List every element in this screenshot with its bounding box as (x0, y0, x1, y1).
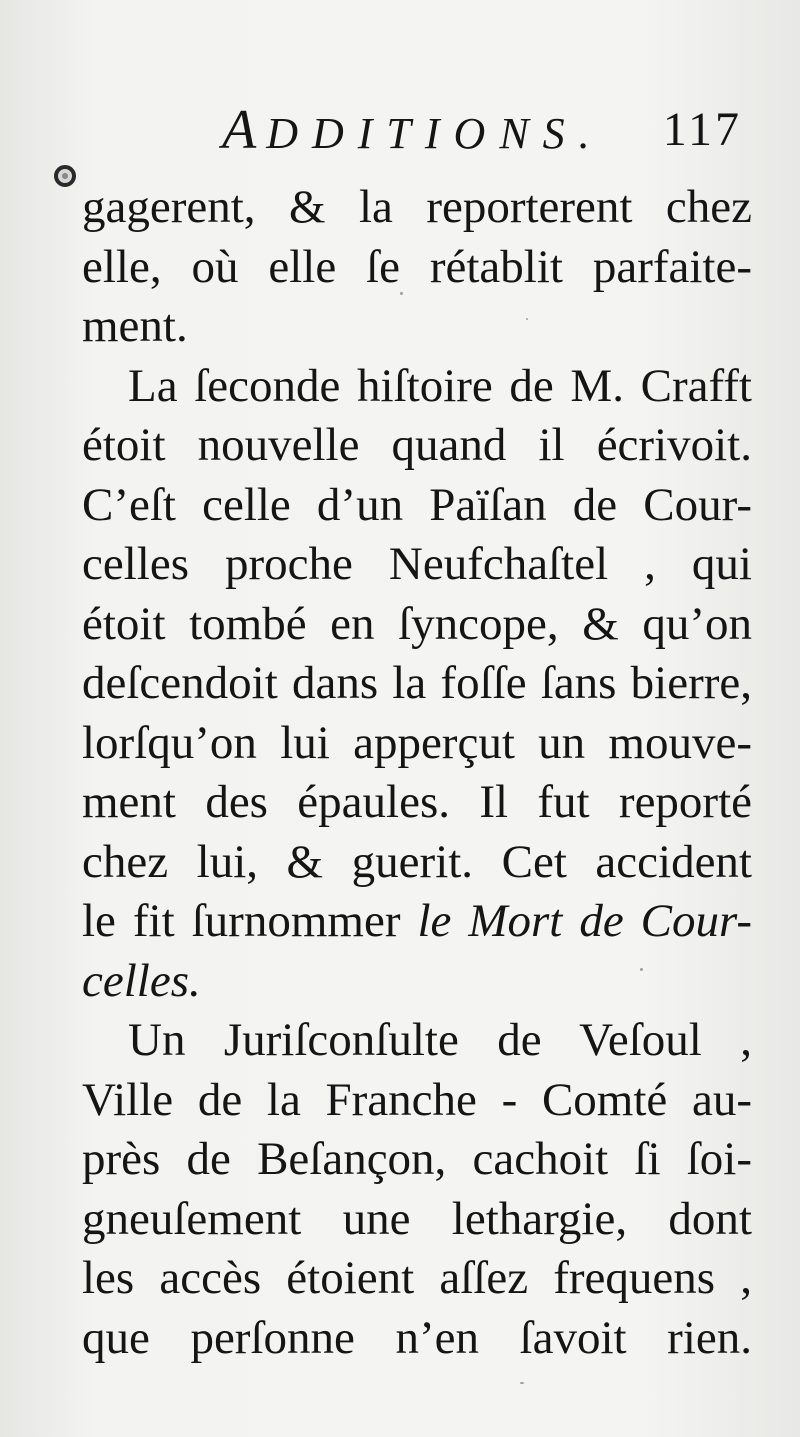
text-line: étoit nouvelle quand il écrivoit. (82, 419, 752, 471)
text-line: celles. (82, 954, 201, 1007)
text-line: chez lui, & guerit. Cet accident (82, 835, 752, 888)
paper-speck (526, 318, 528, 320)
text-line: lorſqu’on lui apperçut un mouve- (82, 716, 752, 769)
text-line-mixed (82, 892, 752, 952)
page-number: 117 (662, 103, 742, 156)
running-title (222, 100, 604, 164)
text-line: elle, où elle ſe rétablit parfaite- (82, 240, 752, 293)
running-title-initial: A (222, 99, 267, 161)
text-line: les accès étoient aſſez frequens , (82, 1252, 752, 1304)
text-line: ment. (82, 300, 188, 352)
text-line: gneuſement une lethargie, dont (82, 1192, 752, 1245)
text-line: ment des épaules. Il fut reporté (82, 776, 752, 828)
italic-text-segment: le Mort de Cour- (417, 895, 752, 947)
running-title-rest: DDITIONS. (266, 109, 604, 158)
text-line: Ville de la Franche - Comté au- (82, 1073, 752, 1126)
paper-speck (400, 292, 403, 295)
text-line: Un Juriſconſulte de Veſoul , (128, 1014, 752, 1066)
paper-speck (520, 1382, 524, 1384)
text-line: C’eſt celle d’un Païſan de Cour- (82, 478, 752, 531)
text-line: deſcendoit dans la foſſe ſans bierre, (82, 657, 752, 709)
paper-speck (640, 968, 643, 971)
text-line: celles proche Neufchaſtel , qui (82, 538, 752, 590)
body-text (82, 178, 752, 1368)
margin-hole-mark (54, 165, 76, 187)
text-line: La ſeconde hiſtoire de M. Crafft (128, 359, 752, 412)
text-line: étoit tombé en ſyncope, & qu’on (82, 597, 752, 650)
text-line: que perſonne n’en ſavoit rien. (82, 1311, 752, 1364)
text-line: gagerent, & la reporterent chez (82, 181, 752, 233)
page-header (210, 100, 750, 170)
text-line: près de Beſançon, cachoit ſi ſoi- (82, 1133, 752, 1185)
text-segment: le fit ſurnommer (82, 895, 401, 947)
